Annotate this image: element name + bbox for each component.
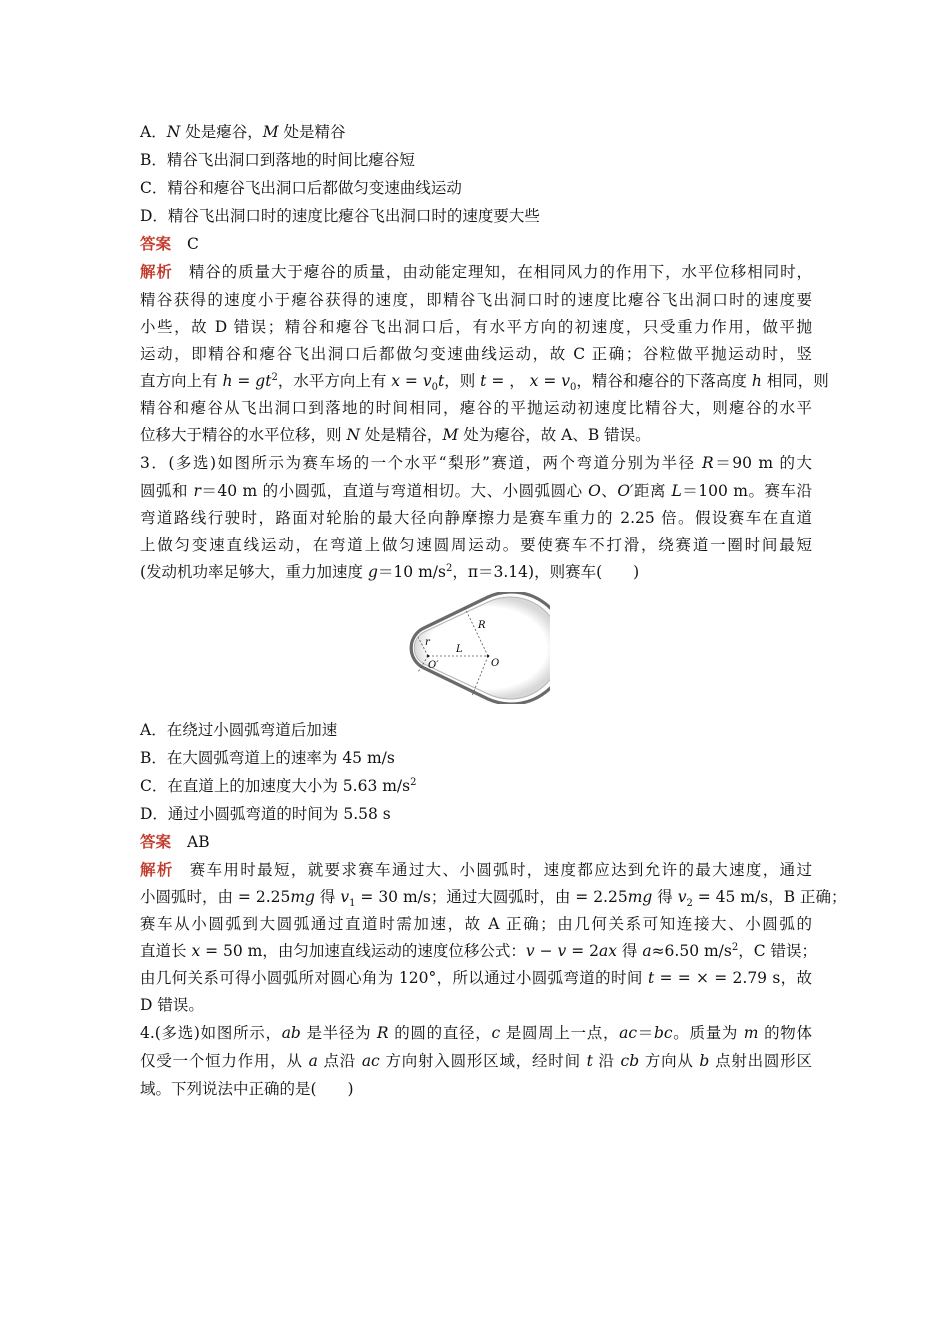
q2-option-d: D．精谷飞出洞口时的速度比瘪谷飞出洞口时的速度要大些 (140, 207, 540, 225)
q2-explanation-line-1: 解析 精谷的质量大于瘪谷的质量，由动能定理知，在相同风力的作用下，水平位移相同时， (140, 262, 812, 281)
q3-option-b: B．在大圆弧弯道上的速率为 45 m/s (140, 749, 395, 767)
q2-explanation-line-6: 精谷和瘪谷从飞出洞口到落地的时间相同，瘪谷的平抛运动初速度比精谷大，则瘪谷的水平 (140, 399, 812, 417)
q3-option-a: A．在绕过小圆弧弯道后加速 (140, 721, 338, 739)
q3-explanation-line-4: 直道长 x = 50 m，由匀加速直线运动的速度位移公式：v − v = 2ax 得 a≈6.50 $m/s^2$，C 错误； (140, 941, 818, 960)
q2-answer: 答案 C (140, 234, 199, 253)
q2-explanation-line-4: 运动，即精谷和瘪谷飞出洞口后都做匀变速曲线运动，故 C 正确；谷粒做平抛运动时，竖 (140, 345, 812, 363)
label-R: R (478, 620, 486, 631)
q3-option-d: D．通过小圆弧弯道的时间为 5.58 s (140, 805, 391, 823)
label-O: O (491, 658, 500, 669)
q4-stem-line-3: 域。下列说法中正确的是( ) (140, 1080, 354, 1098)
center-O-point (487, 655, 490, 658)
label-r: r (425, 637, 430, 648)
label-L: L (456, 644, 463, 655)
q2-option-a: A．N 处是瘪谷，M 处是精谷 (140, 123, 346, 141)
label-O-prime: O′ (428, 660, 439, 671)
q3-explanation-line-5: 由几何关系可得小圆弧所对圆心角为 120°，所以通过小圆弧弯道的时间 t = = × = 2.79 s，故 (140, 969, 812, 987)
explanation-tag: 解析 (140, 262, 173, 281)
q3-explanation-line-3: 赛车从小圆弧到大圆弧通过直道时需加速，故 A 正确；由几何关系可知连接大、小圆弧的 (140, 915, 812, 933)
q3-explanation-line-2: 小圆弧时，由 = 2.25mg 得 $v_1 = 30$ m/s；通过大圆弧时，由 = 2.25mg 得 $v_2 = 45$ m/s，B 正确； (140, 888, 847, 910)
q2-explanation-line-5: 直方向上有 $h = gt^2$，水平方向上有 $x = v_0t$，则 t = ， $x = v_0$，精谷和瘪谷的下落高度 h 相同，则 (140, 371, 829, 394)
q3-explanation-line-1: 解析 赛车用时最短，就要求赛车通过大、小圆弧时，速度都应达到允许的最大速度，通过 (140, 860, 812, 879)
pear-shaped-track-figure (398, 592, 550, 704)
q3-stem-line-5: (发动机功率足够大，重力加速度 g＝10 $m/s^2$，π＝3.14)，则赛车( ) (140, 562, 640, 581)
explanation-tag: 解析 (140, 860, 174, 879)
q3-stem-line-2: 圆弧和 r＝40 m 的小圆弧，直道与弯道相切。大、小圆弧圆心 O、O′距离 L＝100 m。赛车沿 (140, 482, 812, 500)
q3-stem-line-4: 上做匀变速直线运动，在弯道上做匀速圆周运动。要使赛车不打滑，绕赛道一圈时间最短 (140, 536, 812, 554)
track-inner-shading (414, 597, 550, 699)
q2-option-b: B．精谷飞出洞口到落地的时间比瘪谷短 (140, 151, 415, 169)
q4-stem-line-2: 仅受一个恒力作用，从 a 点沿 ac 方向射入圆形区域，经时间 t 沿 cb 方向从 b 点射出圆形区 (140, 1052, 812, 1070)
q2-explanation-line-7: 位移大于精谷的水平位移，则 N 处是精谷，M 处为瘪谷，故 A、B 错误。 (140, 426, 651, 444)
q2-explanation-line-2: 精谷获得的速度小于瘪谷获得的速度，即精谷飞出洞口时的速度比瘪谷飞出洞口时的速度要 (140, 291, 812, 309)
answer-tag: 答案 (140, 832, 172, 851)
q3-option-c: C．在直道上的加速度大小为 5.63 $m/s^2$ (140, 776, 417, 795)
q2-explanation-line-3: 小些，故 D 错误；精谷和瘪谷飞出洞口后，有水平方向的初速度，只受重力作用，做平抛 (140, 318, 812, 336)
center-O-prime-point (427, 655, 430, 658)
q3-explanation-line-6: D 错误。 (140, 996, 204, 1014)
answer-tag: 答案 (140, 234, 172, 253)
q3-stem-line-1: 3．(多选)如图所示为赛车场的一个水平“梨形”赛道，两个弯道分别为半径 R＝90 m 的大 (140, 454, 813, 472)
q3-answer: 答案 AB (140, 832, 210, 851)
q4-stem-line-1: 4.(多选)如图所示，ab 是半径为 R 的圆的直径，c 是圆周上一点，ac＝bc。质量为 m 的物体 (140, 1024, 812, 1042)
q2-option-c: C．精谷和瘪谷飞出洞口后都做匀变速曲线运动 (140, 179, 462, 197)
q3-stem-line-3: 弯道路线行驶时，路面对轮胎的最大径向静摩擦力是赛车重力的 2.25 倍。假设赛车在直道 (140, 509, 812, 527)
